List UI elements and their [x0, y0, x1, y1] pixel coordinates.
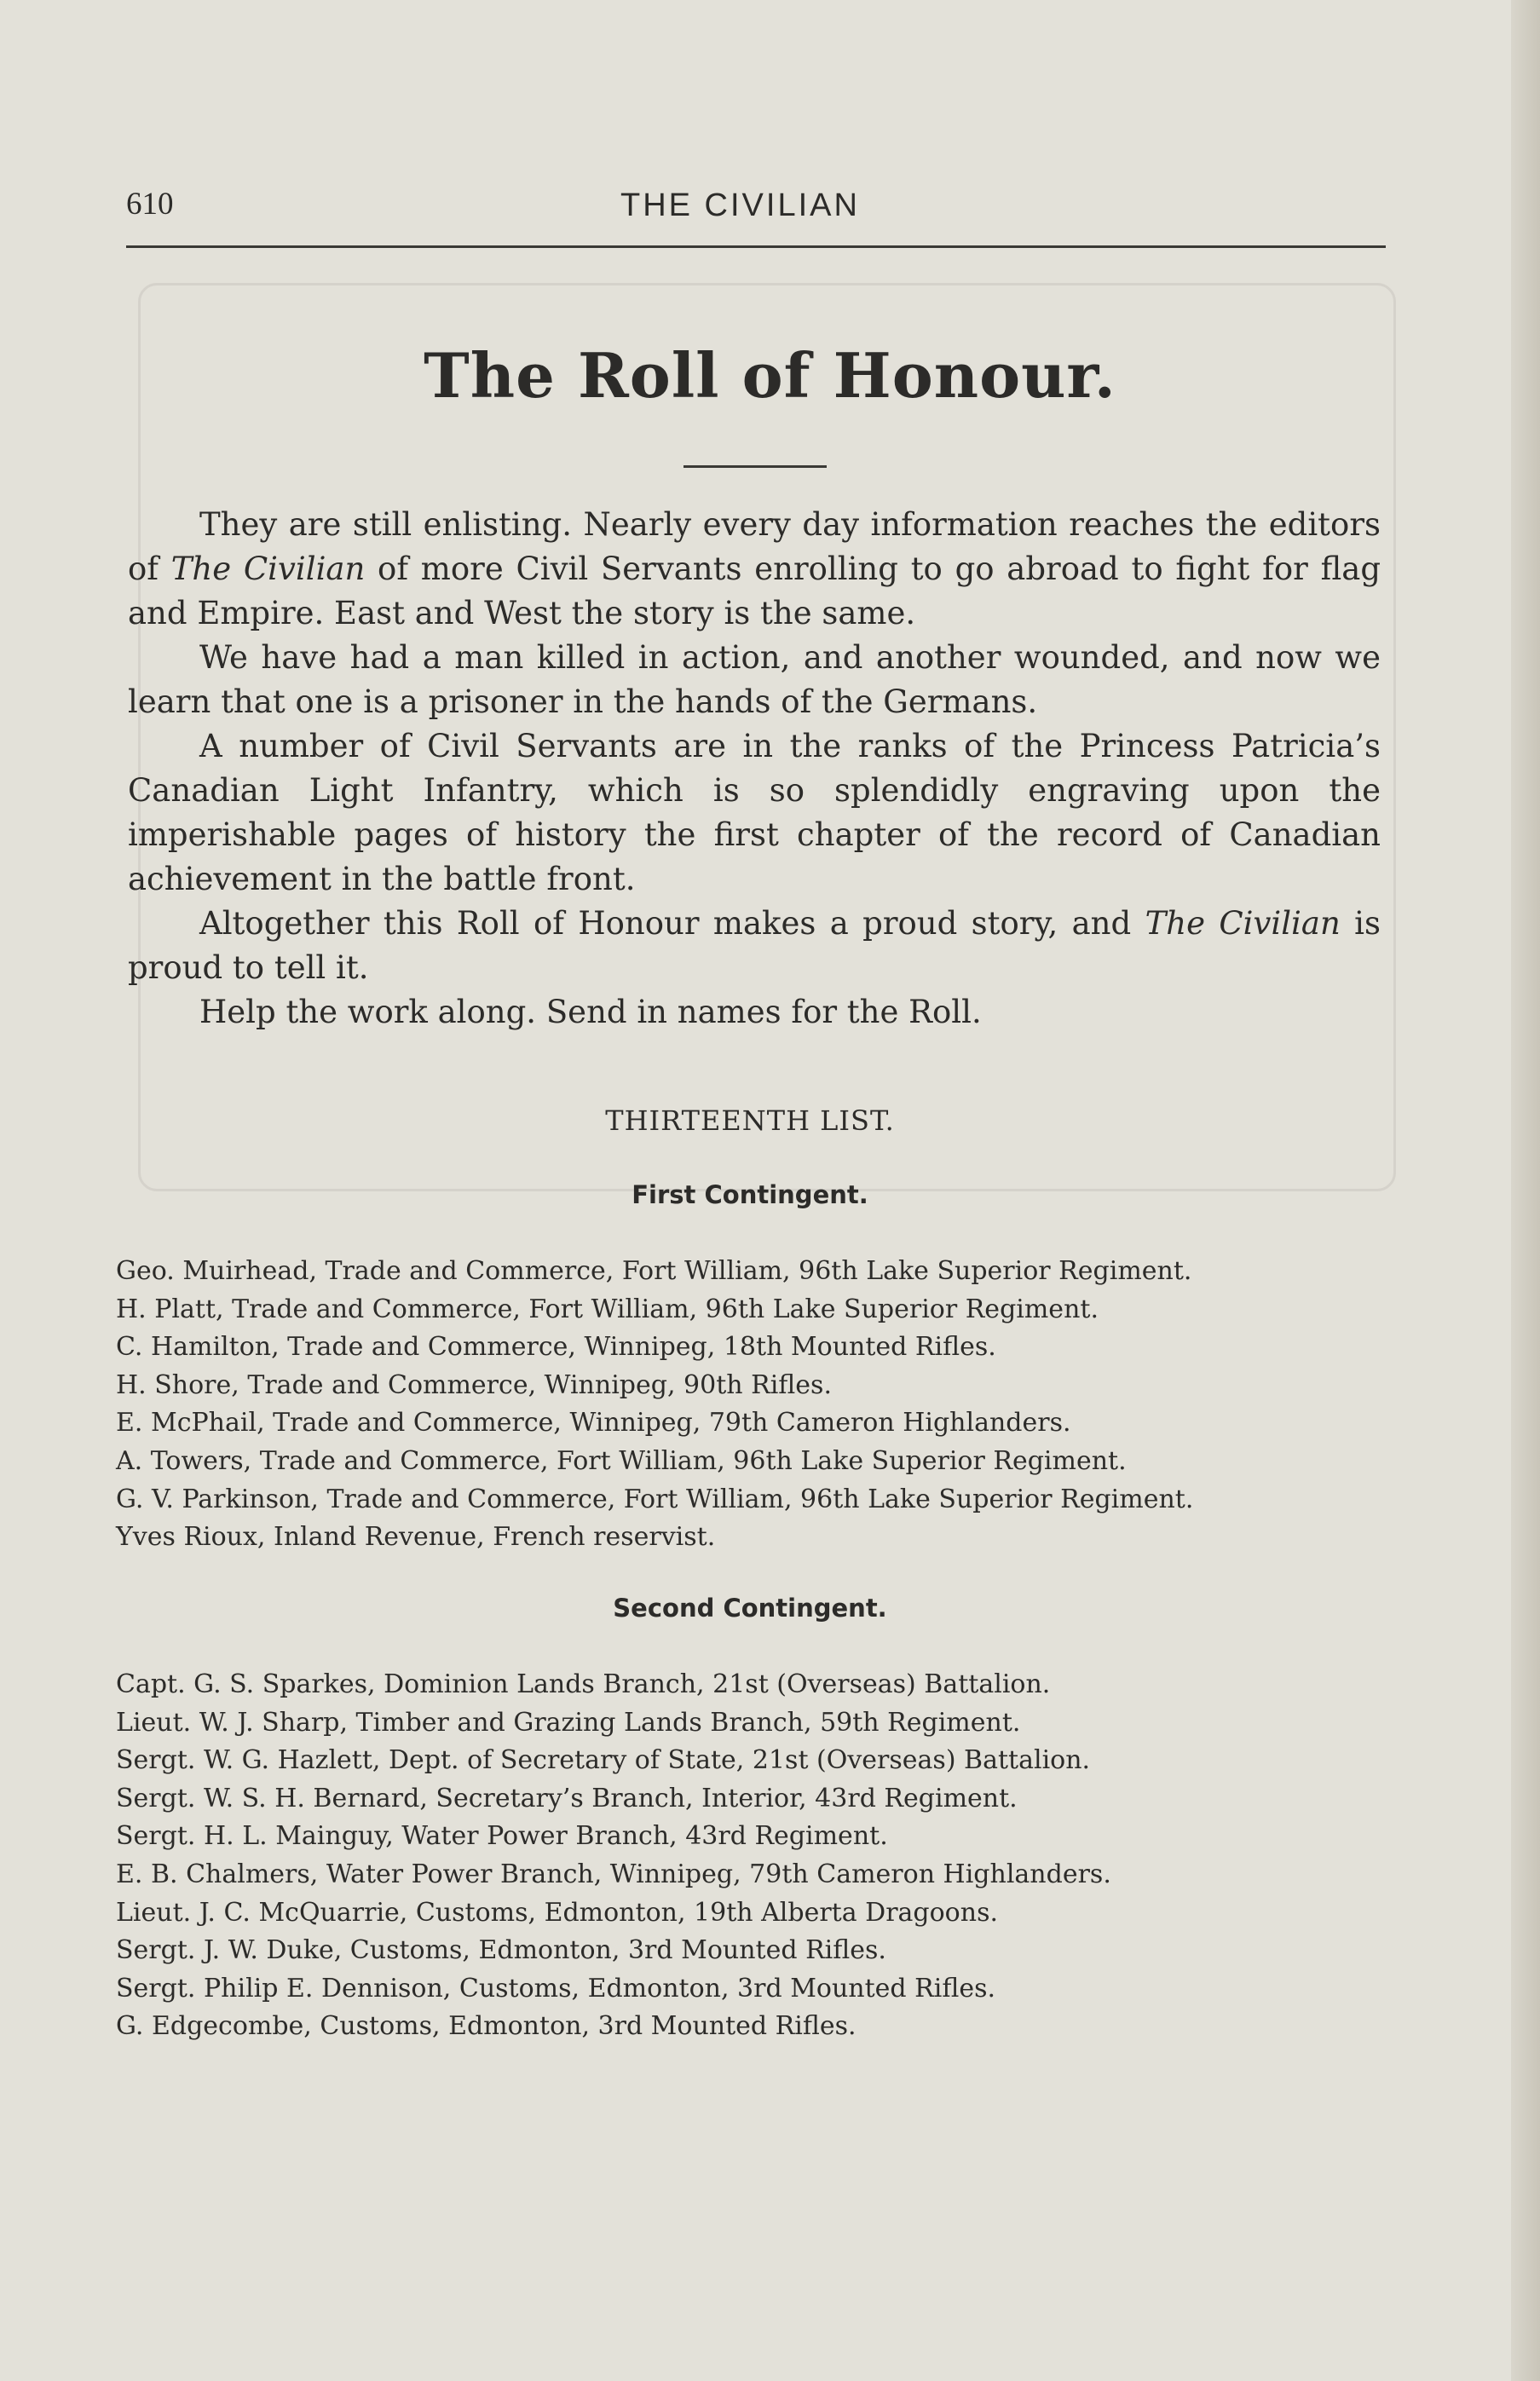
list-item: G. V. Parkinson, Trade and Commerce, Fort William, 96th Lake Superior Regiment. [116, 1484, 1194, 1514]
article-title: The Roll of Honour. [424, 339, 1116, 412]
list-item: G. Edgecombe, Customs, Edmonton, 3rd Mounted Rifles. [116, 2011, 857, 2042]
list-item: E. B. Chalmers, Water Power Branch, Winnipeg, 79th Cameron Highlanders. [116, 1859, 1111, 1889]
publication-name: The Civilian [170, 551, 366, 587]
paragraph: We have had a man killed in action, and another wounded, and now we learn that one is a prisoner in the hands of the Germans. [128, 639, 1381, 720]
paragraph: They are still enlisting. Nearly every day information reaches the editors of The Civilian of more Civil Servants enrolling to go abroad to fight for flag and Empire. East and West the story is the same. [128, 506, 1381, 631]
list-item: Yves Rioux, Inland Revenue, French reservist. [116, 1522, 716, 1553]
list-item: Lieut. W. J. Sharp, Timber and Grazing Lands Branch, 59th Regiment. [116, 1707, 1021, 1738]
paragraph: Help the work along. Send in names for the Roll. [199, 994, 982, 1030]
list-item: Lieut. J. C. McQuarrie, Customs, Edmonton, 19th Alberta Dragoons. [116, 1897, 998, 1928]
list-item: Sergt. Philip E. Dennison, Customs, Edmonton, 3rd Mounted Rifles. [116, 1973, 996, 2003]
intro-text [128, 503, 1381, 1035]
list-item: H. Shore, Trade and Commerce, Winnipeg, 90th Rifles. [116, 1369, 832, 1400]
first-contingent-list [116, 1253, 1445, 1557]
list-heading: THIRTEENTH LIST. [605, 1104, 895, 1137]
header-rule [126, 245, 1386, 248]
list-item: Capt. G. S. Sparkes, Dominion Lands Branch, 21st (Overseas) Battalion. [116, 1669, 1051, 1699]
title-rule [683, 465, 827, 468]
second-contingent-heading: Second Contingent. [613, 1594, 887, 1623]
list-item: H. Platt, Trade and Commerce, Fort William, 96th Lake Superior Regiment. [116, 1294, 1099, 1324]
first-contingent-heading: First Contingent. [632, 1180, 868, 1209]
paragraph: Altogether this Roll of Honour makes a proud story, and The Civilian is proud to tell it. [128, 905, 1381, 986]
publication-name: The Civilian [1145, 905, 1341, 942]
list-item: A. Towers, Trade and Commerce, Fort William, 96th Lake Superior Regiment. [116, 1445, 1127, 1476]
list-item: C. Hamilton, Trade and Commerce, Winnipeg, 18th Mounted Rifles. [116, 1332, 996, 1363]
second-contingent-list [116, 1666, 1445, 2046]
page-number: 610 [126, 187, 174, 222]
paragraph: A number of Civil Servants are in the ranks of the Princess Patricia’s Canadian Light Infantry, which is so splendidly engraving upon the imperishable pages of history the first chapter of the record of Canadian achievement in the battle front. [128, 728, 1381, 897]
list-item: Sergt. J. W. Duke, Customs, Edmonton, 3rd Mounted Rifles. [116, 1935, 886, 1966]
list-item: Sergt. H. L. Mainguy, Water Power Branch, 43rd Regiment. [116, 1821, 888, 1852]
list-item: Sergt. W. S. H. Bernard, Secretary’s Branch, Interior, 43rd Regiment. [116, 1783, 1018, 1813]
list-item: Sergt. W. G. Hazlett, Dept. of Secretary of State, 21st (Overseas) Battalion. [116, 1745, 1091, 1776]
running-title: THE CIVILIAN [620, 187, 860, 223]
page-header [126, 186, 1387, 228]
list-item: Geo. Muirhead, Trade and Commerce, Fort William, 96th Lake Superior Regiment. [116, 1256, 1192, 1286]
list-item: E. McPhail, Trade and Commerce, Winnipeg, 79th Cameron Highlanders. [116, 1408, 1071, 1438]
